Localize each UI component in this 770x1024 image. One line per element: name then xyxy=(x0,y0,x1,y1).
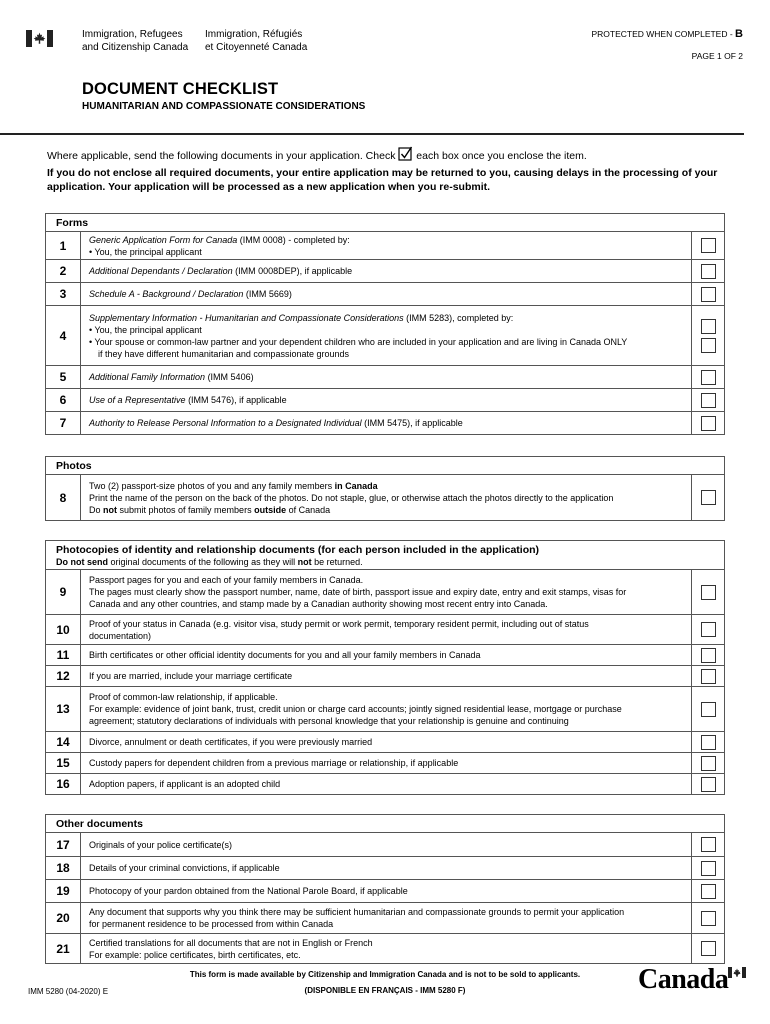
department-name-english: Immigration, Refugees and Citizenship Canada xyxy=(82,29,189,53)
table-row: 18 Details of your criminal convictions, if applicable xyxy=(46,856,724,879)
availability-note: This form is made available by Citizenship and Immigration Canada and is not to be sold to applicants. xyxy=(189,970,581,979)
checkbox-item-2[interactable] xyxy=(701,264,716,279)
table-row: 3 Schedule A - Background / Declaration (IMM 5669) xyxy=(46,282,724,305)
page-number: PAGE 1 OF 2 xyxy=(691,51,743,61)
table-row: 21 Certified translations for all documents that are not in English or French For example: police certificates, birth certificates, etc. xyxy=(46,933,724,963)
checkbox-item-13[interactable] xyxy=(701,702,716,717)
table-row: 10 Proof of your status in Canada (e.g. visitor visa, study permit or work permit, temporary resident permit, including out of status documentation) xyxy=(46,614,724,644)
photos-section xyxy=(45,456,725,521)
protected-label: PROTECTED WHEN COMPLETED - B xyxy=(591,28,743,40)
table-row: 4 Supplementary Information - Humanitarian and Compassionate Considerations (IMM 5283), completed by: • You, the principal applicant • Your spouse or common-law partner and your dependent children who are included in your application and are living in Canada ONLY if they have different humanitarian and compassionate grounds xyxy=(46,305,724,365)
checkbox-item-14[interactable] xyxy=(701,735,716,750)
checkbox-item-4a[interactable] xyxy=(701,319,716,334)
checkbox-item-5[interactable] xyxy=(701,370,716,385)
page-subtitle: HUMANITARIAN AND COMPASSIONATE CONSIDERATIONS xyxy=(82,101,366,112)
section-header: Photocopies of identity and relationship documents (for each person included in the application) Do not send original documents of the following as they will not be returned. xyxy=(46,541,724,570)
checkbox-item-16[interactable] xyxy=(701,777,716,792)
section-header: Other documents xyxy=(46,815,724,833)
checkbox-item-3[interactable] xyxy=(701,287,716,302)
section-header: Photos xyxy=(46,457,724,475)
table-row: 17 Originals of your police certificate(s) xyxy=(46,833,724,856)
checkbox-item-12[interactable] xyxy=(701,669,716,684)
photocopies-section xyxy=(45,540,725,795)
checkbox-item-9[interactable] xyxy=(701,585,716,600)
checkmark-box-icon xyxy=(398,146,413,166)
canada-wordmark: Canada xyxy=(638,964,728,996)
table-row: 5 Additional Family Information (IMM 5406) xyxy=(46,365,724,388)
table-row: 14 Divorce, annulment or death certificates, if you were previously married xyxy=(46,731,724,752)
checkbox-item-6[interactable] xyxy=(701,393,716,408)
page-title: DOCUMENT CHECKLIST xyxy=(82,80,279,98)
checkbox-item-8[interactable] xyxy=(701,490,716,505)
table-row: 6 Use of a Representative (IMM 5476), if applicable xyxy=(46,388,724,411)
checkbox-item-21[interactable] xyxy=(701,941,716,956)
checkbox-item-19[interactable] xyxy=(701,884,716,899)
checkbox-item-20[interactable] xyxy=(701,911,716,926)
french-availability: (DISPONIBLE EN FRANÇAIS - IMM 5280 F) xyxy=(304,986,466,995)
forms-section xyxy=(45,213,725,435)
checkbox-item-17[interactable] xyxy=(701,837,716,852)
checkbox-item-10[interactable] xyxy=(701,622,716,637)
checkbox-item-4b[interactable] xyxy=(701,338,716,353)
table-row: 1 Generic Application Form for Canada (IMM 0008) - completed by: • You, the principal applicant xyxy=(46,232,724,259)
header-divider xyxy=(0,133,744,135)
department-name-french: Immigration, Réfugiés et Citoyenneté Canada xyxy=(205,29,308,53)
table-row: 20 Any document that supports why you think there may be sufficient humanitarian and compassionate grounds to permit your application for permanent residence to be processed from within Canada xyxy=(46,902,724,933)
instructions-warning: If you do not enclose all required documents, your entire application may be returned to you, causing delays in the processing of your application. Your application will be processed as a new application when you re-submit. xyxy=(47,166,718,193)
table-row: 16 Adoption papers, if applicant is an adopted child xyxy=(46,773,724,794)
checkbox-item-11[interactable] xyxy=(701,648,716,663)
table-row: 9 Passport pages for you and each of your family members in Canada. The pages must clearly show the passport number, name, date of birth, passport issue and expiry date, entry and exit stamps, visas for Canada and any other countries, and stamp made by a Canadian authority showing most recent entry into Canada. xyxy=(46,570,724,614)
table-row: 2 Additional Dependants / Declaration (IMM 0008DEP), if applicable xyxy=(46,259,724,282)
wordmark-flag-icon xyxy=(728,967,746,978)
checkbox-item-15[interactable] xyxy=(701,756,716,771)
table-row: 13 Proof of common-law relationship, if applicable. For example: evidence of joint bank, trust, credit union or charge card accounts; jointly signed residential lease, mortgage or purchase agreement; statutory declarations of individuals with personal knowledge that your relationship is genuine and continuing xyxy=(46,686,724,731)
checkbox-item-1[interactable] xyxy=(701,238,716,253)
table-row: 8 Two (2) passport-size photos of you and any family members in Canada Print the name of the person on the back of the photos. Do not staple, glue, or otherwise attach the photos directly to the application Do not submit photos of family members outside of Canada xyxy=(46,475,724,520)
canada-flag-icon xyxy=(26,30,53,47)
checkbox-item-7[interactable] xyxy=(701,416,716,431)
form-identifier: IMM 5280 (04-2020) E xyxy=(28,987,109,996)
other-documents-section xyxy=(45,814,725,964)
section-header: Forms xyxy=(46,214,724,232)
table-row: 7 Authority to Release Personal Information to a Designated Individual (IMM 5475), if applicable xyxy=(46,411,724,434)
instructions: Where applicable, send the following documents in your application. Check each box once you enclose the item. If you do not enclose all required documents, your entire application may be returned to you, causing delays in the processing of your application. Your application will be processed as a new application when you re-submit. xyxy=(47,146,727,195)
table-row: 11 Birth certificates or other official identity documents for you and all your family members in Canada xyxy=(46,644,724,665)
checkbox-item-18[interactable] xyxy=(701,861,716,876)
table-row: 19 Photocopy of your pardon obtained from the National Parole Board, if applicable xyxy=(46,879,724,902)
table-row: 12 If you are married, include your marriage certificate xyxy=(46,665,724,686)
table-row: 15 Custody papers for dependent children from a previous marriage or relationship, if applicable xyxy=(46,752,724,773)
